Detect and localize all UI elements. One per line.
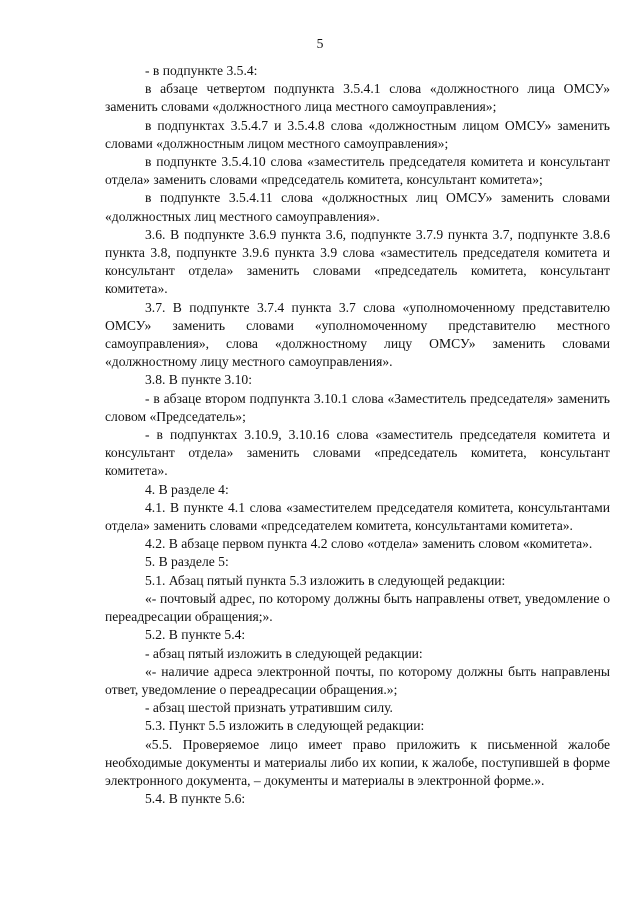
paragraph: - абзац шестой признать утратившим силу. <box>145 700 393 716</box>
paragraph: 3.7. В подпункте 3.7.4 пункта 3.7 слова «уполномоченному представителю ОМСУ» заменить словами «уполномоченному представителю местного самоуправления», слова «должностному лицу ОМСУ» заменить словами «должностному лицу местного самоуправления». <box>105 299 610 370</box>
paragraph: - в абзаце втором подпункта 3.10.1 слова «Заместитель председателя» заменить словом «Председатель»; <box>105 390 610 424</box>
paragraph: 5. В разделе 5: <box>145 554 229 570</box>
paragraph: 5.2. В пункте 5.4: <box>145 627 246 643</box>
paragraph: в абзаце четвертом подпункта 3.5.4.1 слова «должностного лица ОМСУ» заменить словами «должностного лица местного самоуправления»; <box>105 81 610 115</box>
paragraph: 3.8. В пункте 3.10: <box>145 372 252 388</box>
paragraph: 4.2. В абзаце первом пункта 4.2 слово «отдела» заменить словом «комитета». <box>145 536 593 552</box>
paragraph: «5.5. Проверяемое лицо имеет право приложить к письменной жалобе необходимые документы и материалы либо их копии, к жалобе, поступившей в форме электронного документа, – документы и материалы в электронной форме.». <box>105 736 610 788</box>
paragraph: - в подпунктах 3.10.9, 3.10.16 слова «заместитель председателя комитета и консультант отдела» заменить словами «председатель комитета, консультант комитета». <box>105 427 610 479</box>
paragraph: в подпункте 3.5.4.10 слова «заместитель председателя комитета и консультант отдела» заменить словами «председатель комитета, консультант комитета»; <box>105 154 610 188</box>
document-body <box>105 62 610 808</box>
paragraph: 4.1. В пункте 4.1 слова «заместителем председателя комитета, консультантами отдела» заменить словами «председателем комитета, консультантами комитета». <box>105 499 610 534</box>
paragraph: «- наличие адреса электронной почты, по которому должны быть направлены ответ, уведомление о переадресации обращения.»; <box>105 663 610 697</box>
paragraph: 5.4. В пункте 5.6: <box>145 791 246 807</box>
paragraph: в подпунктах 3.5.4.7 и 3.5.4.8 слова «должностным лицом ОМСУ» заменить словами «должностным лицом местного самоуправления»; <box>105 117 610 151</box>
paragraph: 5.3. Пункт 5.5 изложить в следующей редакции: <box>145 718 425 734</box>
paragraph: - в подпункте 3.5.4: <box>145 63 258 78</box>
paragraph: «- почтовый адрес, по которому должны быть направлены ответ, уведомление о переадресации обращения;». <box>105 590 610 625</box>
paragraph: 4. В разделе 4: <box>145 481 229 497</box>
paragraph: - абзац пятый изложить в следующей редакции: <box>145 645 423 661</box>
paragraph: в подпункте 3.5.4.11 слова «должностных лиц ОМСУ» заменить словами «должностных лиц местного самоуправления». <box>105 190 610 224</box>
paragraph: 5.1. Абзац пятый пункта 5.3 изложить в следующей редакции: <box>145 572 506 588</box>
paragraph: 3.6. В подпункте 3.6.9 пункта 3.6, подпункте 3.7.9 пункта 3.7, подпункте 3.8.6 пункта 3.8, подпункте 3.9.6 пункта 3.9 слова «заместитель председателя комитета и консультант отдела» заменить словами «председатель комитета, консультант комитета». <box>105 226 610 297</box>
page-number: 5 <box>316 36 324 51</box>
